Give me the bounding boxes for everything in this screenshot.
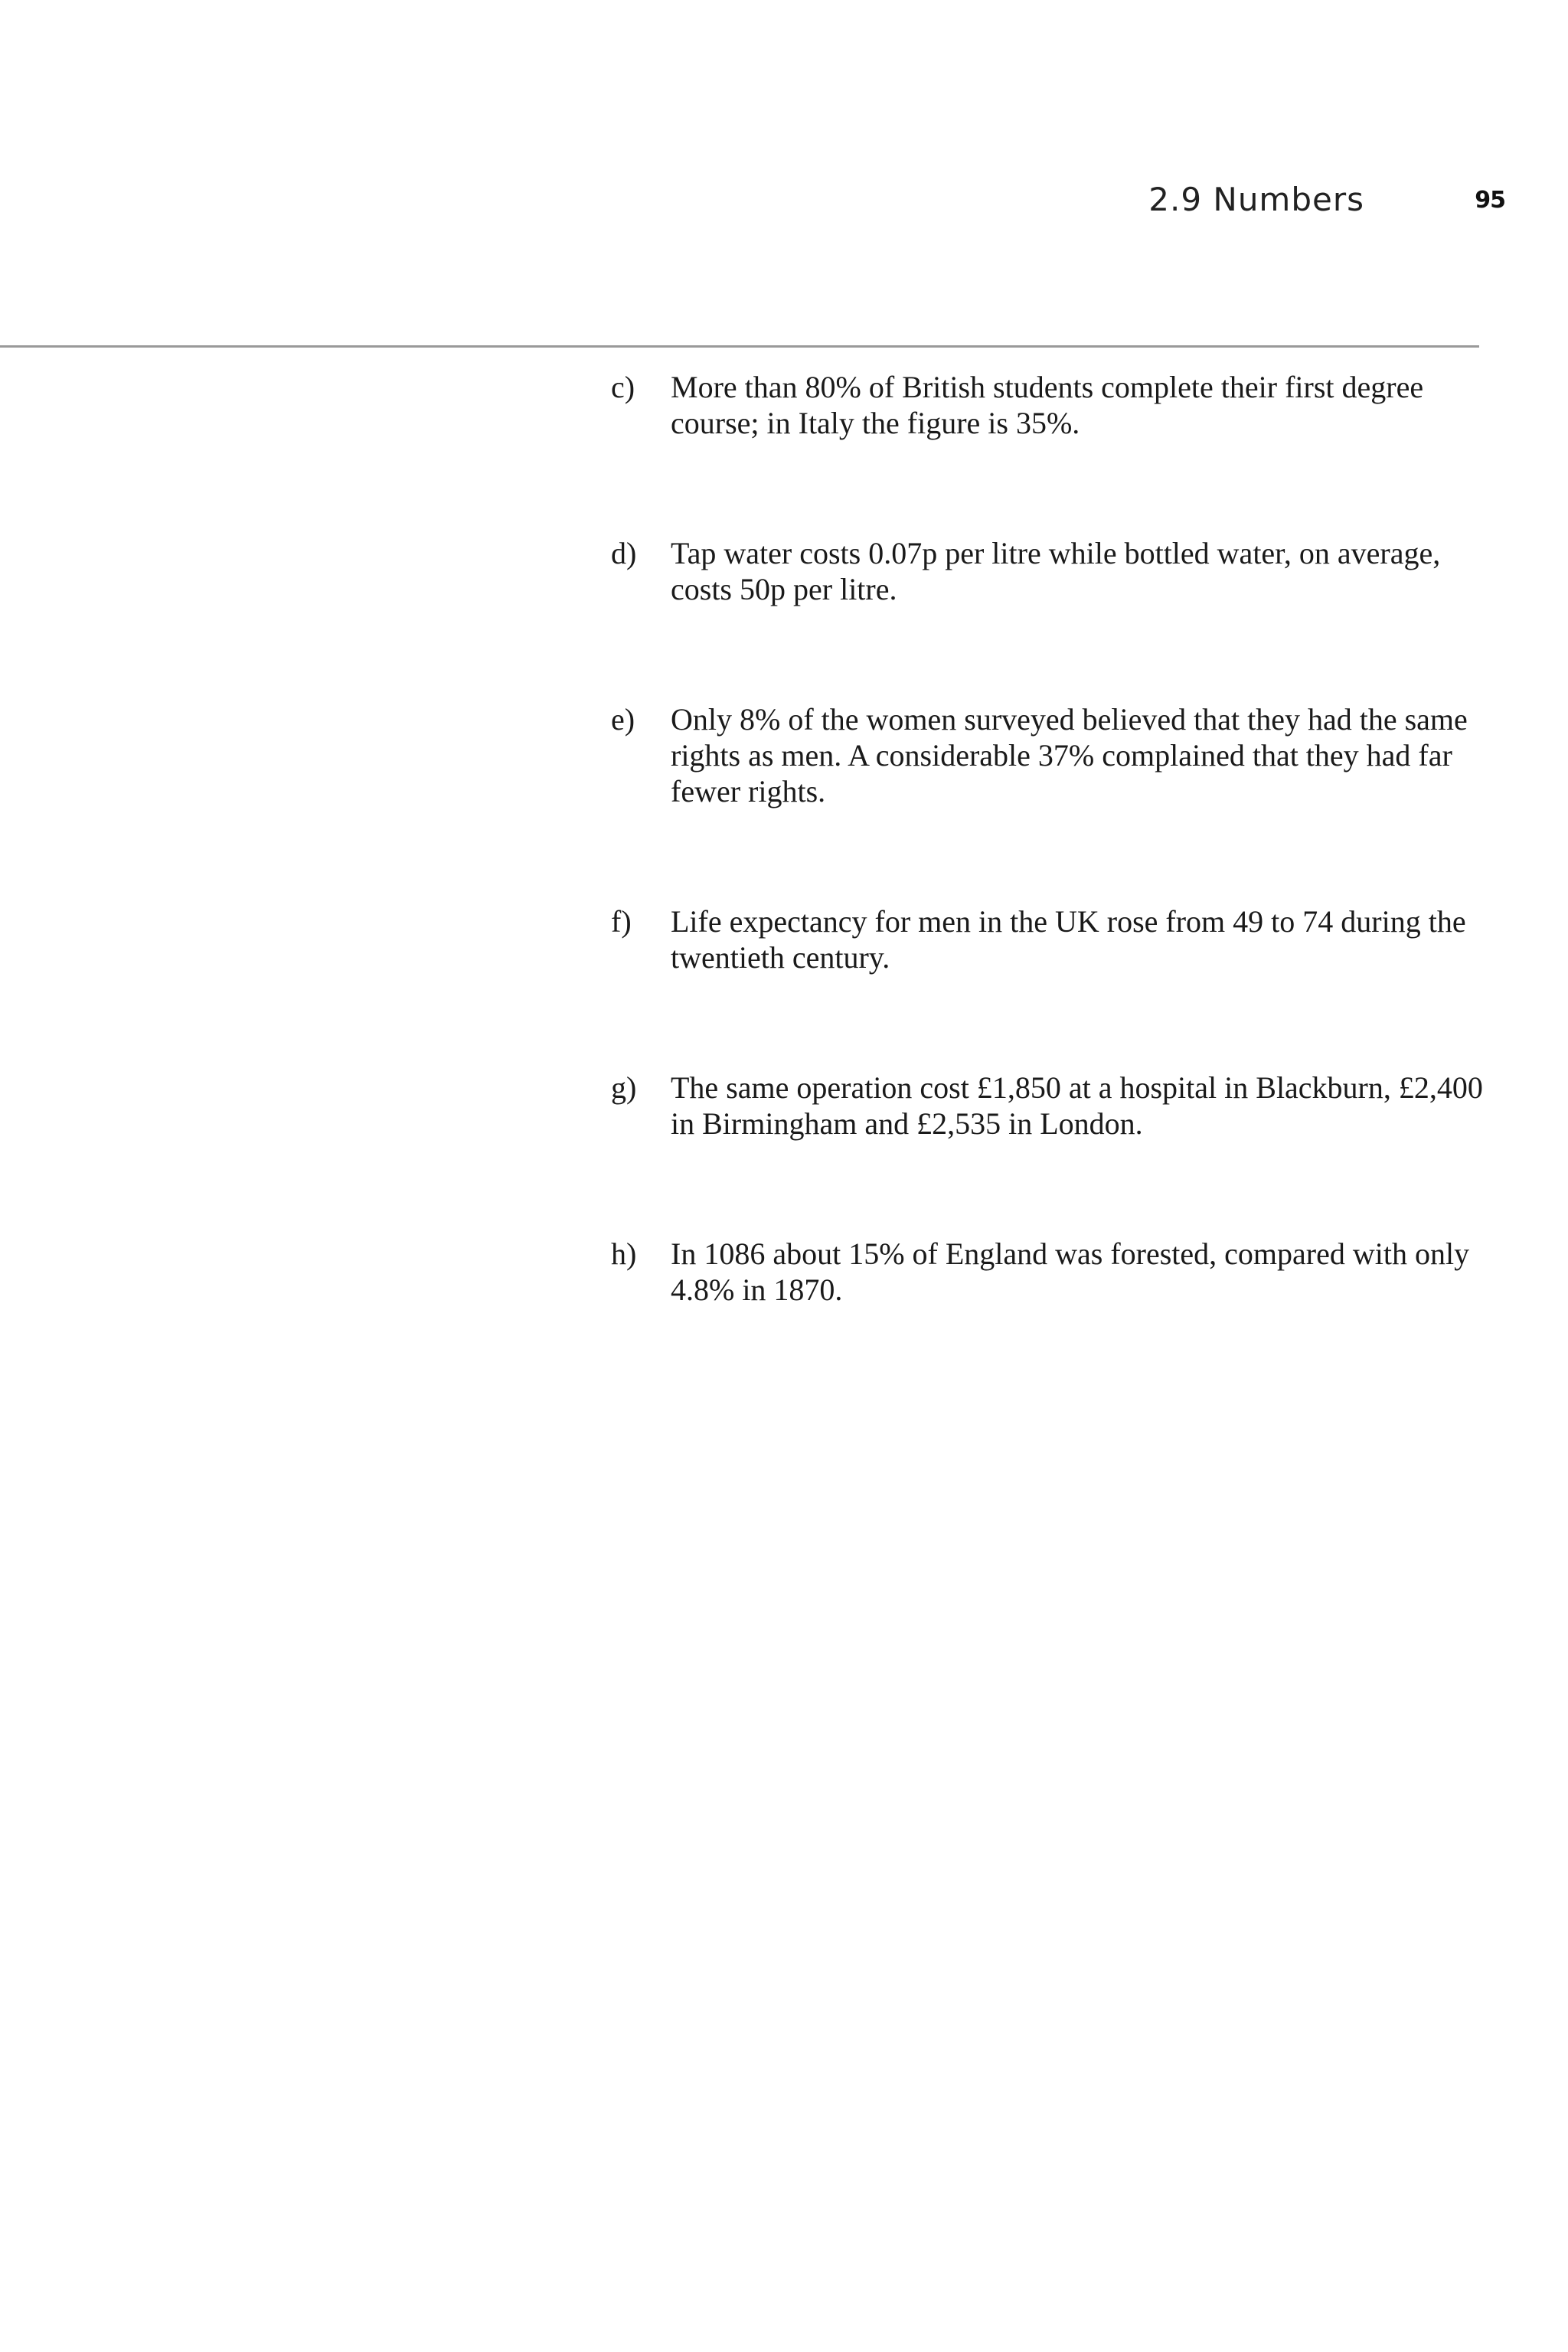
item-text: The same operation cost £1,850 at a hospital in Blackburn, £2,400 in Birmingham and £2,535 in London.	[671, 1070, 1483, 1141]
running-head	[0, 181, 1568, 227]
item-label: c)	[611, 370, 635, 404]
item-text: Tap water costs 0.07p per litre while bottled water, on average, costs 50p per litre.	[671, 536, 1441, 606]
item-label: d)	[611, 536, 637, 570]
item-text: More than 80% of British students complete their first degree course; in Italy the figure is 35%.	[671, 370, 1424, 440]
item-text: In 1086 about 15% of England was forested, compared with only 4.8% in 1870.	[671, 1236, 1470, 1307]
exercise-list	[611, 369, 1484, 1402]
exercise-item-e	[611, 701, 1484, 809]
item-text: Life expectancy for men in the UK rose from 49 to 74 during the twentieth century.	[671, 904, 1466, 975]
exercise-item-h	[611, 1236, 1484, 1308]
item-label: e)	[611, 702, 635, 737]
exercise-item-g	[611, 1070, 1484, 1142]
item-label: h)	[611, 1236, 637, 1271]
item-text: Only 8% of the women surveyed believed that they had the same rights as men. A considerable 37% complained that they had far fewer rights.	[671, 702, 1468, 808]
item-label: f)	[611, 904, 632, 939]
exercise-item-d	[611, 535, 1484, 607]
section-title: 2.9 Numbers	[1148, 181, 1364, 218]
item-label: g)	[611, 1070, 637, 1105]
header-rule	[0, 345, 1479, 348]
page-number: 95	[1475, 187, 1505, 214]
exercise-item-c	[611, 369, 1484, 441]
exercise-item-f	[611, 903, 1484, 975]
